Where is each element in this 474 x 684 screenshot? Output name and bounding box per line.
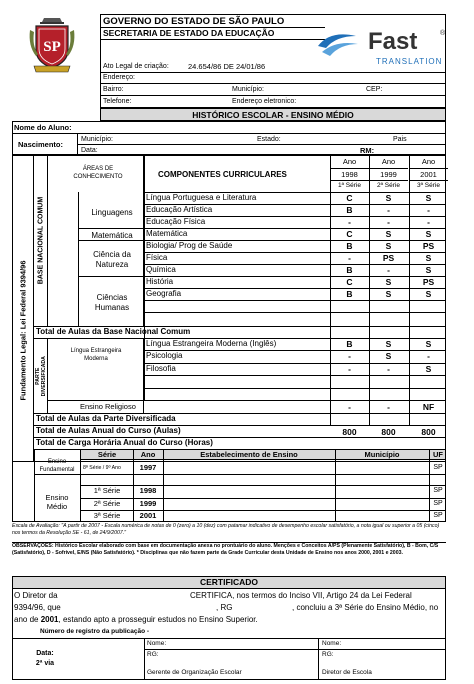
total-parte-label: Total de Aulas da Parte Diversificada [36, 414, 176, 423]
medio-serie: 1ª Série [93, 486, 121, 495]
divider [144, 288, 446, 289]
divider [12, 588, 446, 589]
grade-cell: - [348, 253, 351, 263]
estab-uf-header: UF [433, 450, 443, 459]
total-anual-cell: 800 [421, 427, 436, 437]
divider [330, 180, 369, 181]
grade-cell: B [346, 289, 353, 299]
diretor-rg-label: RG: [322, 651, 334, 658]
grade-cell: B [346, 241, 353, 251]
grade-cell: S [385, 229, 392, 239]
divider [144, 312, 446, 313]
divider [144, 264, 446, 265]
divider [100, 72, 446, 73]
via-label: 2ª via [35, 660, 55, 667]
cert-line2-c: , concluiu a 3ª Série do Ensino Médio, no [292, 603, 439, 612]
divider [144, 363, 446, 364]
medio-serie: 3ª Série [93, 511, 121, 520]
area-ciencia-natureza: Ciência da Natureza [93, 250, 131, 269]
nasc-municipio-label: Município: [81, 136, 113, 143]
estab-ano-header: Ano [140, 450, 156, 459]
total-base-label: Total de Aulas da Base Nacional Comum [36, 327, 191, 336]
grade-cell: - [387, 265, 390, 275]
subject-name: Língua Estrangeira Moderna (Inglês) [146, 339, 277, 348]
gerente-title: Gerente de Organização Escolar [147, 669, 242, 676]
year-ano-label: Ano [342, 157, 357, 166]
fund-ano: 1997 [139, 463, 157, 472]
telefone-label: Telefone: [103, 98, 132, 105]
grade-cell: C [346, 277, 353, 287]
endereco-label: Endereço: [103, 74, 135, 81]
divider [78, 240, 144, 241]
grade-cell: S [385, 193, 392, 203]
grade-cell: - [427, 351, 430, 362]
ato-legal-label: Ato Legal de criação: [103, 63, 169, 70]
divider [100, 39, 325, 40]
grade-cell: - [387, 205, 390, 215]
endereco-eletronico-label: Endereço eletronico: [232, 98, 297, 105]
nasc-data-label: Data: [81, 147, 98, 154]
document-title: HISTÓRICO ESCOLAR - ENSINO MÉDIO [100, 108, 446, 121]
secretaria-title: SECRETARIA DE ESTADO DA EDUCAÇÃO [103, 28, 275, 38]
divider [369, 168, 408, 169]
grade-cell: - [427, 217, 430, 227]
grade-cell: S [425, 289, 432, 299]
subject-name: Filosofia [146, 363, 176, 373]
medio-ano: 2001 [139, 511, 157, 520]
estab-nome-header: Estabelecimento de Ensino [200, 450, 298, 459]
estab-box [12, 449, 446, 522]
gerente-nome-label: Nome: [147, 640, 167, 647]
year-serie: 2ª Série [376, 182, 400, 189]
grade-cell: - [427, 205, 430, 215]
grade-cell: B [346, 339, 353, 349]
ensino-fundamental-label: Ensino Fundamental [39, 459, 75, 473]
divider [78, 228, 144, 229]
grade-cell: B [346, 205, 353, 215]
grade-cell: S [425, 229, 432, 239]
fast-translation-logo [316, 28, 446, 72]
grade-cell: - [348, 402, 351, 412]
componentes-header: COMPONENTES CURRICULARES [158, 170, 287, 179]
grade-cell: - [348, 351, 351, 362]
ato-legal-value: 24.654/86 DE 24/01/86 [188, 62, 266, 71]
divider [144, 276, 446, 277]
total-anual-cell: 800 [381, 427, 396, 437]
nasc-pais-label: Pais [393, 136, 407, 143]
divider [369, 180, 408, 181]
subject-name: História [146, 277, 174, 286]
total-anual-cell: 800 [342, 427, 357, 437]
year-ano-label: Ano [421, 157, 436, 166]
year-value: 1999 [380, 170, 397, 179]
year-serie: 1ª Série [337, 182, 361, 189]
grade-cell: S [385, 241, 392, 251]
svg-text:SP: SP [43, 39, 61, 55]
ensino-medio-label: Ensino Médio [45, 493, 69, 511]
cert-line1-b: CERTIFICA, nos termos do Inciso VII, Artigo 24 da Lei Federal [190, 591, 412, 600]
grade-cell: PS [422, 241, 435, 251]
areas-header: ÁREAS DE CONHECIMENTO [73, 166, 123, 180]
year-value: 2001 [420, 170, 437, 179]
grade-cell: B [346, 265, 353, 275]
grade-cell: NF [422, 402, 435, 412]
estab-serie-header: Série [97, 450, 117, 459]
subject-name: Educação Física [146, 217, 206, 226]
logo-subtitle: TRANSLATION [376, 57, 443, 66]
grade-cell: PS [422, 277, 435, 287]
logo-text: Fast [368, 28, 418, 55]
certificado-title: CERTIFICADO [13, 577, 445, 588]
medio-uf: SP [433, 512, 443, 519]
base-nacional-label: BASE NACIONAL COMUM [37, 196, 45, 285]
grade-cell: S [385, 277, 392, 287]
fund-uf: SP [433, 464, 443, 471]
diretor-title: Diretor de Escola [322, 669, 372, 676]
grade-cell: - [348, 363, 351, 374]
area-ciencias-humanas: Ciências Humanas [94, 293, 130, 312]
divider [144, 252, 446, 253]
divider [78, 144, 446, 145]
escala-text: Escala de Avaliação: "A partir de 2007 - Escala numérica de notas de 0 (zero) a 10 (dez) com patamar indicativo de desempenho escolar satisfatório, a nota igual ou superior a 05 (cinco) nos termos da Resolução SE - 61, de 24/9/2007." [12, 523, 440, 537]
divider [144, 300, 446, 301]
data-label: Data: [36, 650, 54, 657]
subject-name: Geografia [146, 289, 182, 298]
area-linguagens: Linguagens [91, 208, 133, 217]
grade-cell: C [346, 193, 353, 203]
divider [145, 649, 319, 650]
divider [144, 350, 446, 351]
gov-title: GOVERNO DO ESTADO DE SÃO PAULO [103, 16, 285, 27]
cert-line2-b: , RG [216, 603, 233, 612]
grade-cell: - [387, 402, 390, 412]
divider [409, 180, 448, 181]
divider [100, 95, 446, 96]
subject-name: Física [146, 253, 168, 262]
grade-cell: S [425, 363, 432, 374]
logo-registered: ® [440, 30, 446, 37]
cert-line1-a: O Diretor da [14, 591, 58, 600]
diretor-nome-label: Nome: [322, 640, 342, 647]
divider [78, 276, 144, 277]
cert-line3: ano de 2001, estando apto a prosseguir estudos no Ensino Superior. [14, 615, 258, 624]
divider [12, 638, 145, 680]
municipio-label: Município: [232, 86, 264, 93]
fund-serie: 8ª Série / 9º Ano [83, 465, 121, 471]
year-serie: 3ª Série [416, 182, 440, 189]
parte-area-label: Língua Estrangeira Moderna [70, 348, 122, 362]
grade-cell: S [425, 253, 432, 263]
bairro-label: Bairro: [103, 86, 124, 93]
year-ano-label: Ano [381, 157, 396, 166]
divider [144, 388, 446, 389]
divider [409, 168, 448, 169]
grade-cell: S [385, 289, 392, 299]
grade-cell: C [346, 229, 353, 239]
medio-serie: 2ª Série [93, 498, 121, 508]
grade-cell: - [387, 217, 390, 227]
divider [144, 375, 446, 376]
total-carga-label: Total de Carga Horária Anual do Curso (Horas) [36, 438, 213, 447]
divider [100, 83, 446, 84]
divider [144, 228, 446, 229]
year-value: 1998 [341, 170, 358, 179]
medio-uf: SP [433, 487, 443, 494]
medio-ano: 1999 [139, 498, 157, 508]
grade-cell: S [425, 265, 432, 275]
cert-line2-a: 9394/96, que [14, 603, 61, 612]
nome-aluno-label: Nome do Aluno: [14, 123, 72, 132]
registro-label: Número de registro da publicação - [40, 628, 150, 635]
grade-cell: - [348, 217, 351, 227]
rm-label: RM: [360, 146, 375, 155]
estab-municipio-header: Município [364, 450, 400, 459]
observacoes-text: OBSERVAÇÕES: Histórico Escolar elaborado com base em documentação anexa no prontuário do aluno. Menções e Conceitos A/PS (Plenamente Satisfatório), B - Bom, C/S (Satisfatório), D - Sofrível, E/NS (Não Satisfatório). * Disciplinas que não fazem parte da Grade Curricular desta Unidade de Ensino nos anos 2000, 2001 e 2003. [12, 543, 439, 557]
grade-cell: PS [382, 253, 395, 263]
grade-cell: S [425, 339, 432, 349]
ensino-religioso-label: Ensino Religioso [80, 402, 136, 411]
nasc-estado-label: Estado: [257, 136, 281, 143]
coat-of-arms-logo [26, 16, 78, 76]
grade-cell: S [385, 351, 392, 362]
subject-name: Língua Portuguesa e Literatura [146, 193, 257, 202]
subject-name: Biologia/ Prog de Saúde [146, 241, 233, 250]
grade-cell: S [425, 193, 432, 203]
area-matematica: Matemática [91, 231, 133, 240]
parte-diversificada-label: PARTE DIVERSIFICADA [34, 356, 47, 397]
nascimento-label: Nascimento: [18, 140, 64, 149]
gerente-rg-label: RG: [147, 651, 159, 658]
subject-name: Psicologia [146, 351, 183, 361]
grade-cell: - [387, 363, 390, 374]
subject-name: Matemática [146, 229, 188, 238]
subject-name: Química [146, 265, 176, 274]
cep-label: CEP: [366, 86, 383, 93]
divider [78, 192, 79, 326]
grade-cell: S [385, 339, 392, 349]
subject-name: Educação Artística [146, 205, 213, 214]
medio-uf: SP [433, 499, 443, 507]
divider [319, 649, 446, 650]
divider [48, 400, 446, 401]
fundamento-legal-label: Fundamento Legal: Lei Federal 9394/96 [18, 260, 28, 401]
divider [330, 168, 369, 169]
total-anual-label: Total de Aulas Anual do Curso (Aulas) [36, 426, 181, 435]
medio-ano: 1998 [139, 486, 157, 495]
